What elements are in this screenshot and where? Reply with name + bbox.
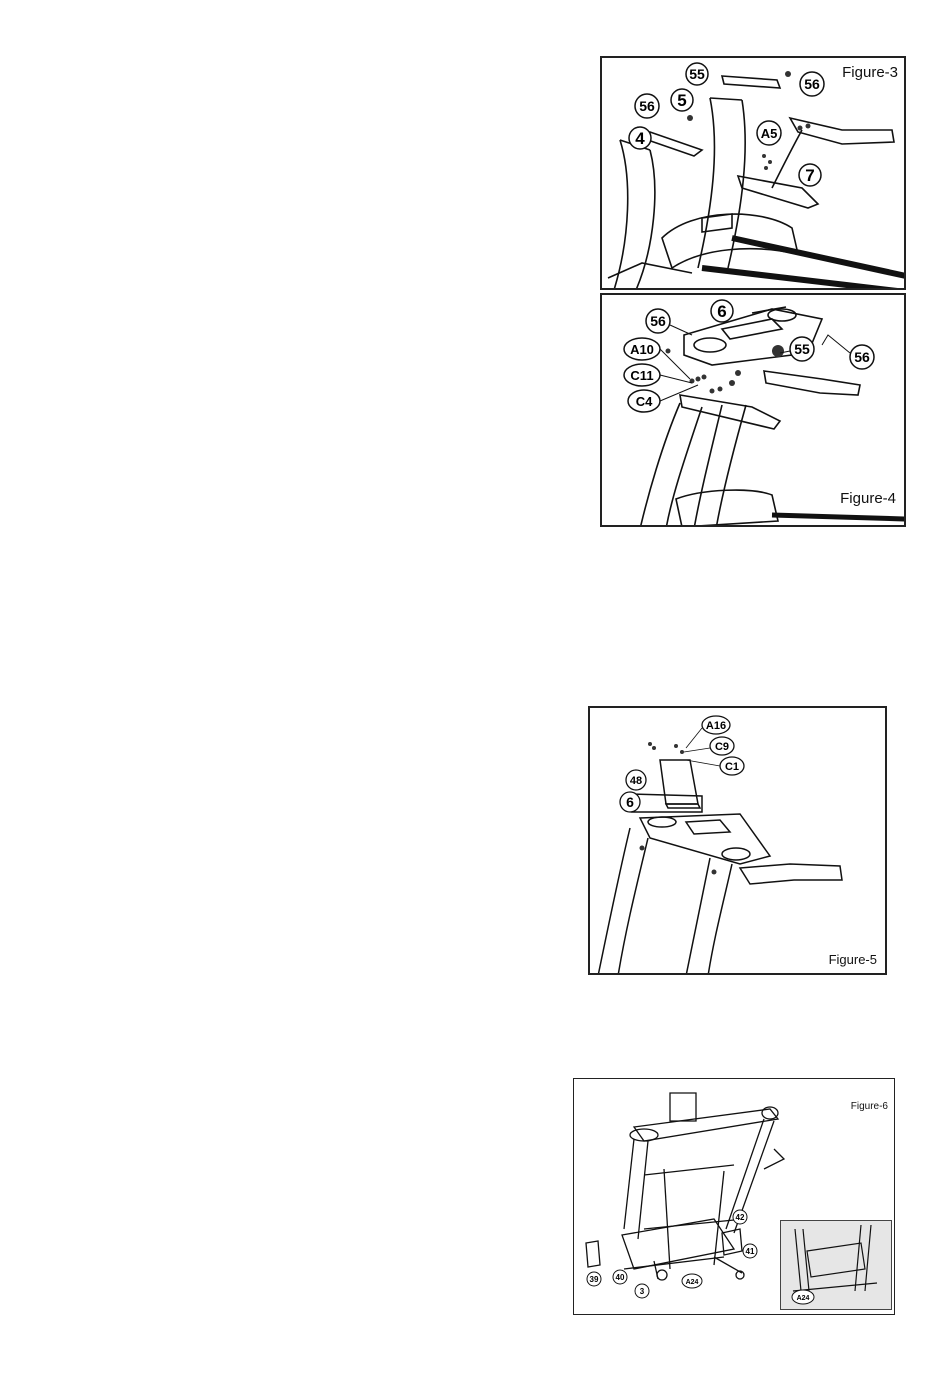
svg-text:4: 4	[635, 129, 645, 148]
svg-text:C4: C4	[635, 394, 653, 409]
svg-text:A10: A10	[630, 342, 654, 357]
figure-3	[600, 56, 906, 290]
svg-text:7: 7	[805, 166, 815, 185]
callout-40	[613, 1270, 627, 1284]
svg-text:3: 3	[639, 1287, 645, 1296]
figure-6	[573, 1078, 895, 1315]
svg-text:C9: C9	[714, 741, 730, 753]
svg-text:39: 39	[589, 1275, 599, 1284]
callout-a16	[702, 716, 730, 734]
callout-6	[711, 300, 733, 322]
svg-text:A24: A24	[685, 1279, 699, 1286]
svg-text:6: 6	[717, 302, 727, 321]
svg-text:40: 40	[615, 1273, 625, 1282]
callout-56-top	[800, 72, 824, 96]
callout-c9	[710, 737, 734, 755]
callout-a10	[624, 338, 660, 360]
callout-55	[686, 63, 708, 85]
svg-text:55: 55	[794, 341, 810, 357]
callout-a24-inset: A24	[796, 1295, 810, 1302]
figure-3-callouts	[629, 63, 824, 186]
svg-text:48: 48	[629, 775, 643, 787]
callout-5	[671, 89, 693, 111]
callout-7	[799, 164, 821, 186]
callout-6	[620, 792, 640, 812]
figure-6-title: Figure-6	[850, 1101, 888, 1112]
figure-5-callouts	[620, 716, 744, 812]
figure-6-callouts	[587, 1210, 757, 1298]
figure-4-callouts	[624, 300, 874, 412]
callout-48	[626, 770, 646, 790]
figure-5	[588, 706, 887, 975]
svg-text:56: 56	[804, 76, 820, 92]
figure-3-title: Figure-3	[842, 64, 898, 81]
figure-5-title: Figure-5	[828, 952, 877, 967]
callout-c11	[624, 364, 660, 386]
svg-text:41: 41	[745, 1247, 755, 1256]
figure-4	[600, 293, 906, 527]
figure-4-title: Figure-4	[840, 490, 896, 507]
callout-4	[629, 127, 651, 149]
figure-5-drawing	[590, 708, 887, 975]
figure-3-drawing	[602, 58, 906, 290]
callout-41	[743, 1244, 757, 1258]
callout-56-left	[646, 309, 670, 333]
callout-3	[635, 1284, 649, 1298]
callout-a24	[682, 1274, 702, 1288]
svg-text:5: 5	[677, 91, 687, 110]
svg-text:42: 42	[735, 1213, 745, 1222]
callout-c1	[720, 757, 744, 775]
svg-text:56: 56	[639, 98, 655, 114]
svg-text:55: 55	[689, 66, 705, 82]
figure-6-detail-inset	[780, 1220, 892, 1310]
callout-39	[587, 1272, 601, 1286]
svg-text:6: 6	[626, 794, 634, 810]
svg-text:C11: C11	[630, 368, 654, 383]
svg-text:56: 56	[854, 349, 870, 365]
callout-c4	[628, 390, 660, 412]
figure-6-inset-drawing	[781, 1221, 891, 1309]
svg-text:A5: A5	[760, 126, 778, 141]
callout-56-right	[850, 345, 874, 369]
svg-text:A16: A16	[705, 720, 727, 732]
svg-text:C1: C1	[724, 761, 740, 773]
callout-55	[790, 337, 814, 361]
callout-42	[733, 1210, 747, 1224]
callout-a5	[757, 121, 781, 145]
callout-56-left	[635, 94, 659, 118]
svg-text:56: 56	[650, 313, 666, 329]
